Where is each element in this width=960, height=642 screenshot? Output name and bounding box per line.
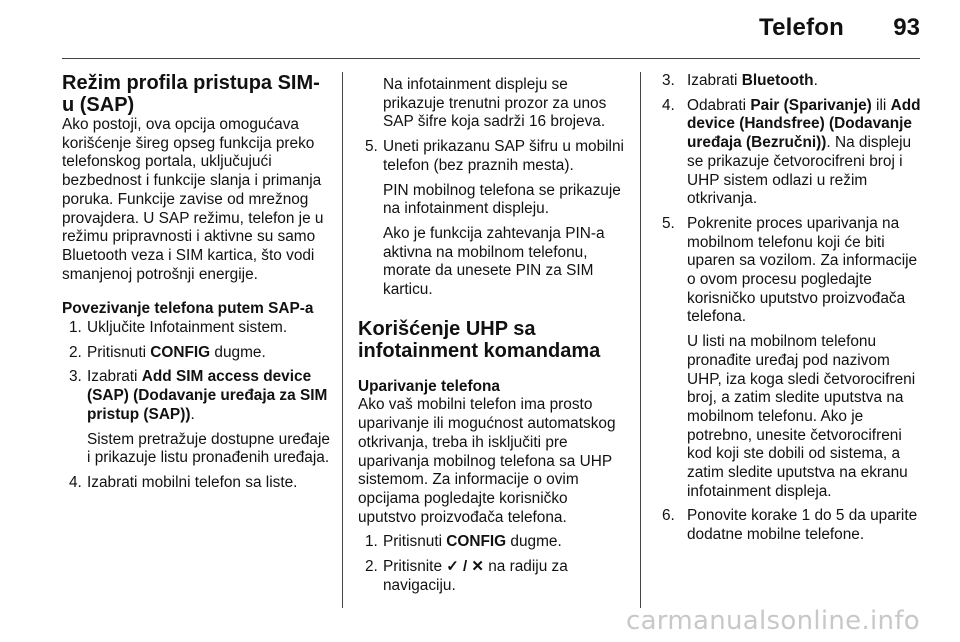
watermark: carmanualsonline.info — [625, 606, 920, 636]
list-item — [662, 72, 924, 91]
list-item — [62, 319, 330, 338]
step-number: 3. — [662, 72, 675, 89]
list-item — [662, 215, 924, 327]
step-note: PIN mobilnog telefona se prikazuje na infotainment displeju. — [383, 181, 621, 218]
step-number: 3. — [69, 368, 82, 386]
step-keyword: CONFIG — [150, 343, 211, 361]
step-number: 4. — [69, 473, 82, 491]
step-note: Sistem pretražuje dostupne uređaje i prikazuje listu pronađenih uređaja. — [87, 430, 330, 467]
step-text: na radiju za navigaciju. — [383, 558, 568, 594]
column-right — [662, 72, 924, 545]
list-item — [62, 474, 330, 493]
step-text: Uključite Infotainment sistem. — [87, 319, 288, 337]
step-text: . Na displeju se prikazuje četvorocifreni broj i UHP sistem odlazi u režim otkrivanja. — [687, 134, 912, 208]
sap-intro-paragraph: Ako postoji, ova opcija omogućava korišćenje šireg opseg funkcija preko telefonskog portala, uključujući bezbednost i funkcije slanja i primanja poruka. Funkcije zavise od mrežnog provajdera. U SAP režimu, telefon je u režimu pripravnosti i aktivne su samo Bluetooth veza i SIM kartica, što vodi smanjenoj potrošnji energije. — [62, 116, 324, 283]
step-keyword: CONFIG — [446, 533, 507, 551]
page-header — [62, 0, 920, 59]
step-number: 4. — [662, 96, 675, 114]
column-left — [62, 72, 330, 493]
step-keyword: Bluetooth — [741, 72, 814, 89]
step-number: 1. — [69, 319, 82, 337]
step-keyword: Pair (Sparivanje) — [750, 96, 872, 114]
section-heading-uhp: Korišćenje UHP sa infotainment komandama — [358, 317, 601, 362]
step-text: dugme. — [210, 343, 266, 361]
step-text: Izabrati mobilni telefon sa liste. — [87, 473, 298, 491]
step-text: ili — [871, 96, 891, 114]
step-text: Odabrati — [687, 96, 751, 114]
step-text: dugme. — [506, 533, 562, 551]
step-text: . — [813, 72, 818, 89]
step-note: U listi na mobilnom telefonu pronađite uređaj pod nazivom UHP, iza koga sledi četvorocifreni broj, a zatim sledite uputstva na mobilnom telefonu. Ako je potrebno, unesite četvorocifreni kod koji ste dobili od sistema, a zatim sledite uputstva na ekranu infotainment displeja. — [687, 333, 916, 500]
step-text: Pritisnuti — [87, 343, 151, 361]
step-text: Pokrenite proces uparivanja na mobilnom telefonu koji će biti uparen sa vozilom. Za informacije o ovom procesu pogledajte korisničko uputstvo proizvođača telefona. — [687, 214, 918, 326]
step-number: 6. — [662, 507, 675, 525]
column-middle — [358, 72, 628, 595]
list-item — [62, 344, 330, 363]
column-divider — [342, 72, 343, 608]
step-number: 5. — [365, 138, 378, 156]
step-text: Izabrati — [687, 72, 742, 89]
step-keyword: Add device (Handsfree) (Dodavanje uređaja (Bezručni)) — [687, 96, 921, 152]
step-text: Izabrati — [87, 368, 142, 386]
subheading-pairing: Uparivanje telefona — [358, 377, 500, 395]
step-text: Pritisnuti — [383, 533, 447, 551]
list-item — [662, 97, 924, 209]
page-title: Telefon — [759, 14, 844, 41]
list-item — [62, 368, 330, 424]
step-number: 2. — [69, 343, 82, 361]
step-note: Ako je funkcija zahtevanja PIN-a aktivna na mobilnom telefonu, morate da unesete PIN za SIM karticu. — [383, 224, 605, 299]
step-number: 5. — [662, 214, 675, 232]
column-divider — [640, 72, 641, 608]
step-text: . — [190, 405, 195, 423]
step-text: Uneti prikazanu SAP šifru u mobilni telefon (bez praznih mesta). — [383, 138, 624, 174]
phone-keys-icon: ✓ / ✕ — [446, 558, 484, 576]
step-note: Na infotainment displeju se prikazuje trenutni prozor za unos SAP šifre koja sadrži 16 brojeva. — [383, 76, 607, 131]
page-number: 93 — [893, 14, 920, 41]
list-item — [358, 138, 628, 175]
list-item — [358, 558, 628, 595]
subheading-sap-connect: Povezivanje telefona putem SAP-a — [62, 300, 314, 318]
step-text: Pritisnite — [383, 558, 447, 576]
step-number: 1. — [365, 533, 378, 551]
pairing-intro-paragraph: Ako vaš mobilni telefon ima prosto uparivanje ili mogućnost automatskog otkrivanja, treba ih isključiti pre uparivanja mobilnog telefona sa UHP sistemom. Za informacije o ovim opcijama pogledajte korisničko uputstvo proizvođača telefona. — [358, 396, 616, 526]
section-heading-sap: Režim profila pristupa SIM-u (SAP) — [62, 72, 320, 116]
step-text: Ponovite korake 1 do 5 da uparite dodatne mobilne telefone. — [687, 507, 918, 544]
list-item — [358, 533, 628, 552]
step-keyword: Add SIM access device (SAP) (Dodavanje uređaja za SIM pristup (SAP)) — [87, 368, 328, 423]
list-item — [662, 507, 924, 544]
step-number: 2. — [365, 558, 378, 576]
